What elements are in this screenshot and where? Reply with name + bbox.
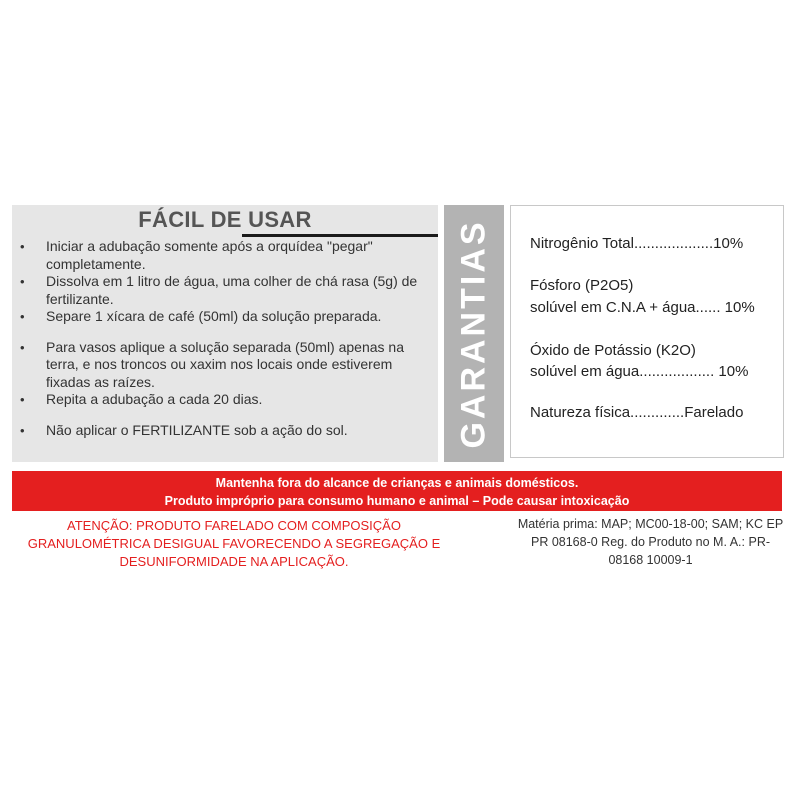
bullet-icon: • <box>20 274 25 289</box>
warning-line-1: Mantenha fora do alcance de crianças e animais domésticos. <box>215 476 579 490</box>
list-item: • Não aplicar o FERTILIZANTE sob a ação do sol. <box>20 421 348 438</box>
raw-material-info: Matéria prima: MAP; MC00-18-00; SAM; KC EP PR 08168-0 Reg. do Produto no M. A.: PR-08168 10009-1 <box>517 517 784 567</box>
bullet-icon: • <box>20 309 25 324</box>
garantias-panel <box>510 205 784 458</box>
bullet-icon: • <box>20 339 25 355</box>
potassium-label: Óxido de Potássio (K2O) <box>530 342 696 359</box>
list-item: • Iniciar a adubação somente após a orquídea "pegar" completamente. <box>20 238 373 272</box>
warning-line-2: Produto impróprio para consumo humano e animal – Pode causar intoxicação <box>164 494 630 508</box>
bullet-icon: • <box>20 392 25 407</box>
usage-bullet-list <box>20 238 435 439</box>
list-item: • Para vasos aplique a solução separada (50ml) apenas na terra, e nos troncos ou xaxim nos locais onde estiverem fixadas as raízes. <box>20 338 405 390</box>
potassium-line: solúvel em água.................. 10% <box>530 363 749 380</box>
bullet-icon: • <box>20 239 25 254</box>
physical-nature-line: Natureza física.............Farelado <box>530 404 744 421</box>
usage-panel <box>12 205 438 462</box>
title-divider <box>242 234 438 237</box>
garantias-label: GARANTIAS <box>454 218 493 449</box>
phosphorus-label: Fósforo (P2O5) <box>530 277 634 294</box>
bullet-icon: • <box>20 422 25 438</box>
usage-title: FÁCIL DE USAR <box>138 207 312 232</box>
phosphorus-line: solúvel em C.N.A + água...... 10% <box>530 299 755 316</box>
warning-banner <box>12 471 782 511</box>
attention-notice: ATENÇÃO: PRODUTO FARELADO COM COMPOSIÇÃO GRANULOMÉTRICA DESIGUAL FAVORECENDO A SEGREGAÇÃO E DESUNIFORMIDADE NA APLICAÇÃO. <box>27 518 441 569</box>
garantias-label-box <box>444 205 504 462</box>
list-item: • Repita a adubação a cada 20 dias. <box>20 391 263 407</box>
nitrogen-line: Nitrogênio Total...................10% <box>530 235 744 252</box>
list-item: • Dissolva em 1 litro de água, uma colher de chá rasa (5g) de fertilizante. <box>20 273 418 307</box>
list-item: • Separe 1 xícara de café (50ml) da solução preparada. <box>20 308 382 324</box>
